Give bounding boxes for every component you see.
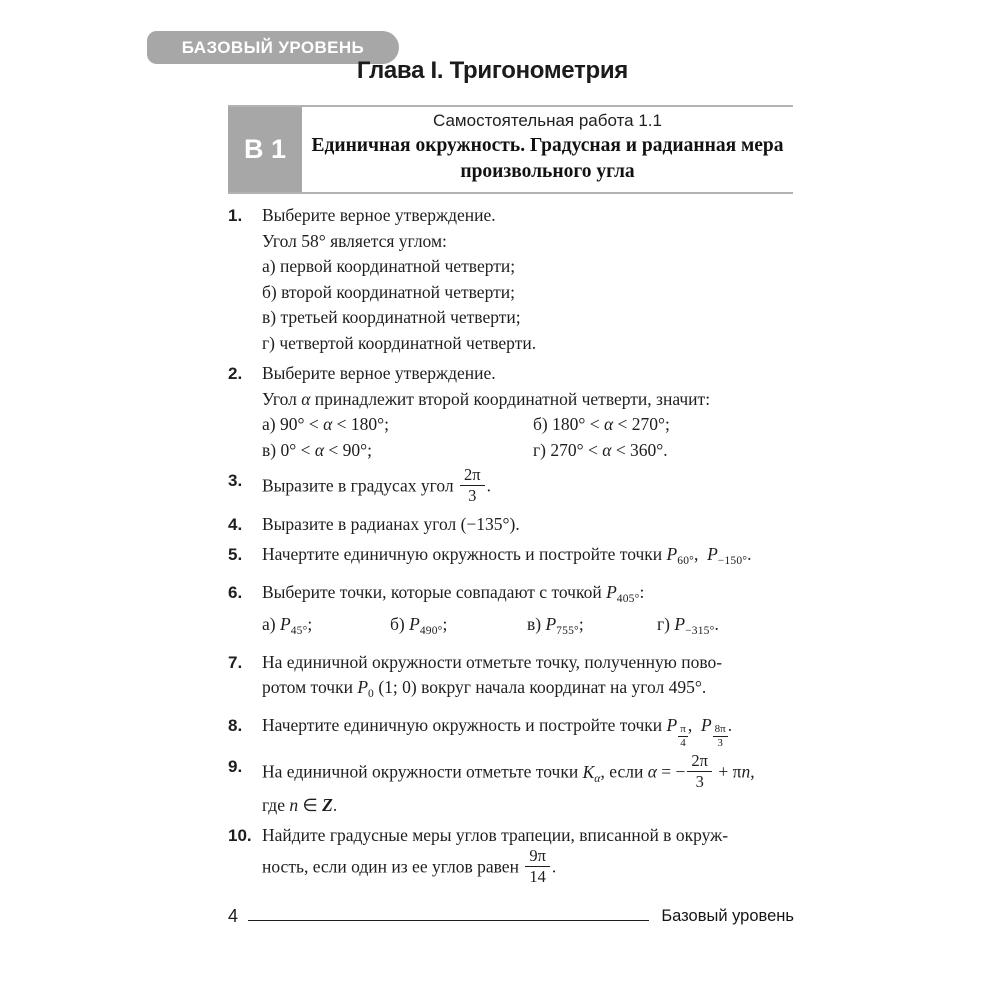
- fraction-numerator: 2π: [687, 752, 712, 772]
- text-segment: На единичной окружности отметьте точки: [262, 761, 583, 782]
- point-base: P: [409, 614, 420, 635]
- text-segment: ∈: [298, 794, 323, 815]
- work-title: Единичная окружность. Градусная и радианная мера произвольного угла: [311, 135, 784, 182]
- text-segment: а) первой координатной четверти;: [262, 256, 516, 276]
- text-segment: г) 270° <: [533, 439, 603, 460]
- text-segment: ;: [307, 614, 313, 635]
- problem-line: [262, 438, 796, 464]
- point-base: K: [582, 761, 595, 782]
- problem-line: [262, 254, 796, 280]
- text-segment: ,: [693, 544, 708, 565]
- option-cell: [262, 438, 533, 464]
- math-point: [666, 544, 694, 568]
- math-variable: α: [301, 388, 311, 409]
- text-segment: б): [390, 614, 410, 635]
- fraction-numerator: 2π: [460, 466, 485, 486]
- fraction-numerator: π: [680, 722, 686, 735]
- text-segment: ность, если один из ее углов равен: [262, 856, 524, 877]
- text-segment: = −: [656, 761, 686, 782]
- text-segment: б) 180° <: [533, 414, 604, 434]
- problem-number: 7.: [228, 652, 243, 672]
- text-segment: < 180°;: [332, 414, 390, 434]
- problem-line: [262, 229, 796, 255]
- text-segment: , если: [600, 761, 648, 782]
- problem-line: [262, 387, 796, 413]
- problem-item: [228, 823, 796, 887]
- problem-line: [262, 361, 796, 387]
- fraction-numerator: 9π: [525, 847, 550, 867]
- option-cell: [527, 612, 657, 645]
- text-segment: Выберите точки, которые совпадают с точкой: [262, 581, 607, 602]
- point-subscript: 755°: [556, 625, 579, 638]
- point-subscript-fraction: [713, 723, 728, 749]
- text-segment: принадлежит второй координатной четверти, значит:: [310, 388, 711, 409]
- text-segment: < 270°;: [613, 414, 670, 434]
- problem-line: [262, 512, 796, 538]
- point-subscript: −315°: [685, 625, 715, 638]
- math-variable: n: [289, 794, 299, 815]
- fraction-numerator: 8π: [714, 722, 726, 735]
- math-point: [707, 544, 748, 568]
- problem-number: 9.: [228, 757, 243, 777]
- problem-number: 8.: [228, 715, 243, 735]
- problem-line: [262, 793, 796, 819]
- text-segment: Начертите единичную окружность и постройте точки: [262, 544, 667, 565]
- text-segment: На единичной окружности отметьте точку, полученную пово-: [262, 651, 723, 672]
- fraction-denominator: 3: [695, 772, 704, 792]
- text-segment: в) третьей координатной четверти;: [262, 307, 521, 327]
- problem-item: [228, 203, 796, 356]
- problem-body: [262, 751, 796, 818]
- point-base: P: [666, 714, 678, 735]
- problem-body: [262, 650, 796, 708]
- problem-number: 10.: [228, 826, 252, 846]
- problem-number: 3.: [228, 471, 243, 490]
- math-variable: α: [323, 414, 333, 434]
- math-set-symbol: Z: [322, 794, 333, 815]
- point-base: P: [707, 544, 718, 565]
- text-segment: Выразите в градусах угол: [262, 475, 458, 496]
- work-header-text: [302, 107, 793, 192]
- option-cell: [533, 438, 796, 464]
- option-cell: [533, 412, 796, 438]
- point-subscript: 0: [368, 688, 374, 701]
- problem-line: [262, 612, 796, 645]
- text-segment: < 90°;: [324, 439, 373, 460]
- text-segment: г): [657, 614, 675, 635]
- problem-item: [228, 713, 796, 750]
- fraction-denominator: 3: [717, 736, 723, 749]
- problem-item: [228, 580, 796, 645]
- text-segment: ;: [578, 614, 584, 635]
- problem-item: [228, 465, 796, 507]
- point-base: P: [545, 614, 557, 635]
- option-cell: [657, 612, 796, 645]
- level-badge: БАЗОВЫЙ УРОВЕНЬ: [147, 31, 399, 64]
- math-point: [674, 614, 715, 638]
- problem-number: 1.: [228, 206, 243, 225]
- math-point: [666, 714, 688, 749]
- fraction-denominator: 14: [529, 866, 546, 886]
- problem-number: 6.: [228, 582, 243, 602]
- work-number-box: В 1: [228, 107, 302, 192]
- text-segment: в): [527, 614, 546, 635]
- problem-number: 2.: [228, 364, 243, 383]
- text-segment: Выберите верное утверждение.: [262, 363, 496, 383]
- problem-line: [262, 203, 796, 229]
- option-cell: [262, 412, 533, 438]
- point-base: P: [700, 714, 712, 735]
- problems-list: [228, 203, 796, 893]
- text-segment: .: [486, 475, 491, 496]
- problem-line: [262, 412, 796, 438]
- footer-rule: [248, 919, 649, 921]
- text-segment: ,: [687, 714, 701, 735]
- text-segment: + π: [714, 761, 742, 782]
- text-segment: Найдите градусные меры углов трапеции, вписанной в окруж-: [262, 825, 729, 846]
- problem-line: [262, 331, 796, 357]
- option-cell: [262, 612, 390, 645]
- point-subscript: 60°: [677, 555, 694, 568]
- page-number: 4: [228, 906, 239, 926]
- math-fraction: [458, 466, 487, 505]
- problem-line: [262, 542, 796, 575]
- math-variable: n: [741, 761, 751, 782]
- problem-body: [262, 580, 796, 645]
- point-base: P: [279, 614, 291, 635]
- math-point: [357, 677, 374, 701]
- text-segment: где: [262, 794, 290, 815]
- problem-body: [262, 203, 796, 356]
- math-point: [279, 614, 308, 638]
- point-subscript-fraction: [678, 723, 688, 749]
- problem-line: [262, 751, 796, 793]
- point-subscript: −150°: [717, 555, 748, 568]
- point-subscript: 490°: [419, 625, 443, 638]
- option-cell: [390, 612, 527, 645]
- problem-item: [228, 751, 796, 818]
- problem-body: [262, 361, 796, 463]
- problem-item: [228, 361, 796, 463]
- text-segment: б) второй координатной четверти;: [262, 281, 515, 302]
- problem-item: [228, 542, 796, 575]
- problem-body: [262, 542, 796, 575]
- page-footer: [228, 906, 794, 926]
- problem-line: [262, 675, 796, 708]
- problem-body: [262, 823, 796, 887]
- point-subscript: α: [594, 772, 601, 785]
- problem-line: [262, 580, 796, 613]
- text-segment: Начертите единичную окружность и постройте точки: [262, 714, 667, 735]
- text-segment: ;: [442, 614, 448, 635]
- problem-number: 5.: [228, 545, 243, 565]
- work-subtitle: Самостоятельная работа 1.1: [433, 111, 662, 130]
- problem-line: [262, 280, 796, 306]
- math-fraction: [523, 847, 552, 886]
- text-segment: .: [747, 544, 752, 565]
- text-segment: .: [727, 714, 733, 735]
- problem-number: 4.: [228, 514, 243, 534]
- problem-body: [262, 713, 796, 750]
- text-segment: а) 90° <: [262, 414, 324, 434]
- point-subscript: 45°: [290, 625, 308, 638]
- work-header: [228, 105, 793, 194]
- text-segment: в) 0° <: [262, 439, 315, 460]
- text-segment: г) четвертой координатной четверти.: [262, 332, 537, 353]
- chapter-title: Глава I. Тригонометрия: [356, 57, 628, 84]
- text-segment: .: [551, 856, 557, 877]
- problem-line: [262, 465, 796, 507]
- problem-body: [262, 465, 796, 507]
- point-base: P: [357, 677, 369, 698]
- math-point: [545, 614, 579, 638]
- math-variable: α: [647, 761, 657, 782]
- math-variable: α: [314, 439, 325, 460]
- point-base: P: [666, 544, 678, 565]
- math-point: [409, 614, 443, 638]
- fraction-denominator: 4: [680, 736, 686, 749]
- text-segment: Выразите в радианах угол (−135°).: [262, 513, 520, 534]
- math-variable: α: [602, 439, 612, 460]
- problem-item: [228, 512, 796, 538]
- math-point: [606, 581, 640, 605]
- problem-line: [262, 650, 796, 676]
- text-segment: Угол 58° является углом:: [262, 230, 447, 251]
- text-segment: ,: [750, 761, 755, 782]
- text-segment: < 360°.: [611, 439, 668, 460]
- problem-line: [262, 305, 796, 331]
- fraction-denominator: 3: [468, 485, 477, 505]
- problem-line: [262, 845, 796, 888]
- point-subscript: 405°: [616, 592, 640, 605]
- math-point: [700, 714, 728, 749]
- problem-line: [262, 713, 796, 750]
- math-point: [582, 761, 601, 785]
- footer-level-label: Базовый уровень: [661, 907, 794, 925]
- text-segment: (1; 0) вокруг начала координат на угол 495°.: [373, 677, 707, 698]
- text-segment: .: [332, 794, 338, 815]
- problem-body: [262, 512, 796, 538]
- math-fraction: [685, 752, 714, 791]
- point-base: P: [674, 614, 686, 635]
- math-variable: α: [603, 414, 614, 434]
- text-segment: .: [714, 614, 719, 635]
- text-segment: :: [639, 581, 645, 602]
- problem-item: [228, 650, 796, 708]
- point-base: P: [606, 581, 617, 602]
- text-segment: Угол: [262, 388, 302, 409]
- text-segment: Выберите верное утверждение.: [262, 205, 496, 225]
- text-segment: а): [262, 614, 280, 635]
- text-segment: ротом точки: [262, 677, 358, 698]
